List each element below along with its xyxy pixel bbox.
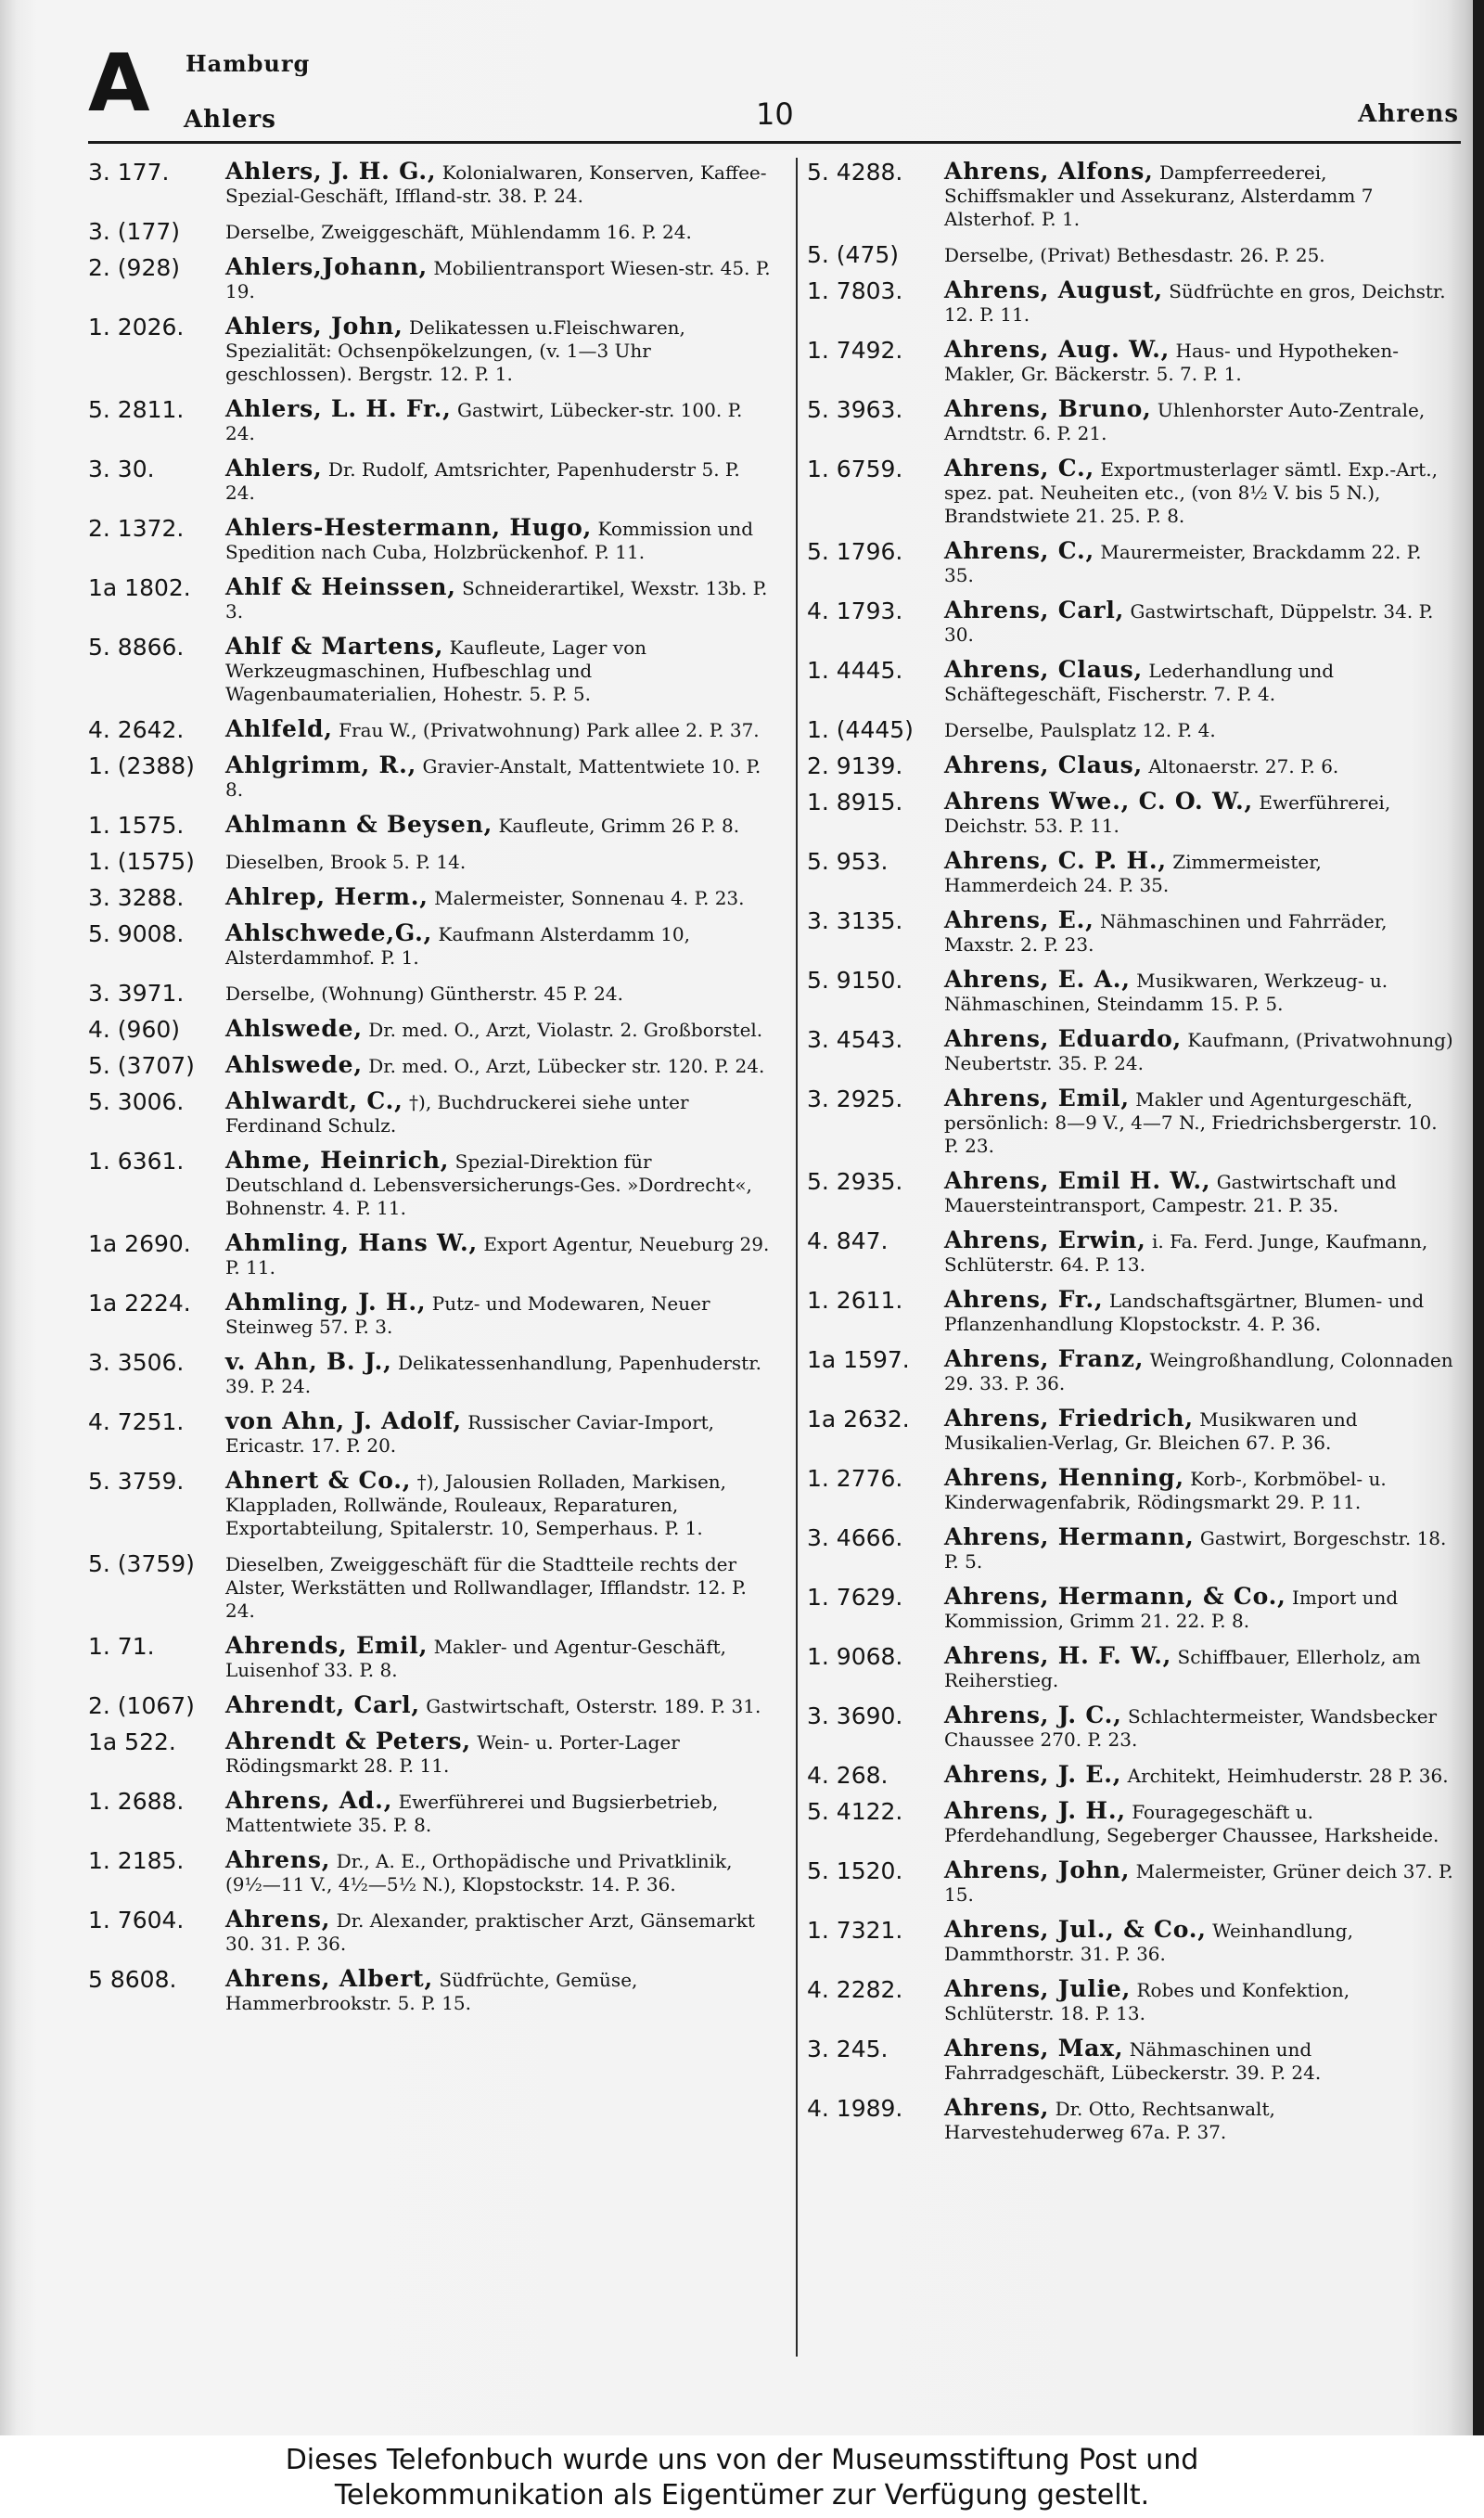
subscriber-details: Delikatessen u.Fleischwaren, Spezialität: Ochsenpökelzungen, (v. 1—3 Uhr geschlossen). Bergstr. 12. P. 1. — [225, 316, 685, 385]
phone-number: 5. (475) — [807, 241, 900, 268]
phone-number: 1. 2688. — [88, 1788, 185, 1815]
subscriber-details: i. Fa. Ferd. Junge, Kaufmann, Schlüterstr. 64. P. 13. — [944, 1230, 1428, 1276]
subscriber-name: Ahlers,Johann, — [225, 253, 429, 280]
subscriber-name: Ahrens, Emil H. W., — [944, 1167, 1211, 1194]
footer-line-2: Telekommunikation als Eigentümer zur Verfügung gestellt. — [334, 2479, 1150, 2512]
directory-entry — [807, 1918, 1456, 1966]
subscriber-details: Altonaerstr. 27. P. 6. — [1148, 755, 1339, 777]
subscriber-details: Schiffbauer, Ellerholz, am Reiherstieg. — [944, 1646, 1421, 1691]
phone-number: 3. 177. — [88, 159, 170, 186]
phone-number: 5. 4288. — [807, 159, 903, 186]
subscriber-name: Ahrens, Friedrich, — [944, 1405, 1194, 1432]
directory-entry — [807, 1466, 1456, 1514]
subscriber-name: Ahrens, Claus, — [944, 656, 1144, 683]
subscriber-name: Ahlers, John, — [225, 313, 403, 340]
subscriber-details: Nähmaschinen und Fahrräder, Maxstr. 2. P. 23. — [944, 910, 1388, 956]
subscriber-name: Ahlers, J. H. G., — [225, 158, 437, 185]
subscriber-name: Ahrens, Henning, — [944, 1464, 1184, 1491]
directory-entry — [807, 908, 1456, 957]
subscriber-details: Mobilientransport Wiesen-str. 45. P. 19. — [225, 257, 771, 302]
phone-number: 5. (3707) — [88, 1052, 195, 1079]
subscriber-details: Wein- u. Porter-Lager Rödingsmarkt 28. P. 11. — [225, 1731, 680, 1777]
subscriber-details: Nähmaschinen und Fahrradgeschäft, Lübeckerstr. 39. P. 24. — [944, 2038, 1322, 2084]
subscriber-name: Ahrens, Franz, — [944, 1345, 1145, 1372]
directory-entry — [807, 278, 1456, 327]
subscriber-details: Südfrüchte en gros, Deichstr. 12. P. 11. — [944, 280, 1446, 326]
phone-number: 1. 7604. — [88, 1907, 185, 1933]
subscriber-name: Ahlswede, — [225, 1051, 363, 1078]
subscriber-details: Gastwirtschaft, Düppelstr. 34. P. 30. — [944, 600, 1434, 646]
subscriber-details: Kaufleute, Lager von Werkzeugmaschinen, Hufbeschlag und Wagenbaumaterialien, Hohestr. 5. P. 5. — [225, 636, 646, 705]
phone-number: 5. 3006. — [88, 1088, 185, 1115]
phone-number: 5. 9008. — [88, 920, 185, 947]
phone-number: 3. 245. — [807, 2036, 889, 2062]
subscriber-details: Russischer Caviar-Import, Ericastr. 17. P. 20. — [225, 1411, 715, 1457]
subscriber-name: Ahrens, C., — [944, 455, 1094, 482]
subscriber-details: Gravier-Anstalt, Mattentwiete 10. P. 8. — [225, 755, 761, 801]
directory-entry — [88, 1291, 774, 1339]
phone-number: 2. (1067) — [88, 1692, 195, 1719]
subscriber-name: Ahrens, — [225, 1846, 331, 1873]
subscriber-details: Kommission und Spedition nach Cuba, Holzbrückenhof. P. 11. — [225, 518, 753, 563]
directory-entry — [807, 2036, 1456, 2085]
phone-number: 5. 1796. — [807, 538, 903, 565]
subscriber-name: Ahlf & Martens, — [225, 633, 444, 660]
phone-number: 1. (4445) — [807, 716, 914, 743]
right-column — [807, 160, 1456, 2155]
directory-entry — [807, 717, 1456, 742]
directory-entry — [88, 219, 774, 244]
subscriber-details: Malermeister, Grüner deich 37. P. 15. — [944, 1860, 1453, 1906]
subscriber-details: Landschaftsgärtner, Blumen- und Pflanzenhandlung Klopstockstr. 4. P. 36. — [944, 1290, 1425, 1335]
subscriber-name: v. Ahn, B. J., — [225, 1348, 392, 1375]
footer-notice — [0, 2435, 1484, 2518]
city-name: Hamburg — [186, 50, 311, 77]
directory-entry — [88, 397, 774, 445]
phone-number: 1. 6361. — [88, 1148, 185, 1175]
subscriber-details: Südfrüchte, Gemüse, Hammerbrookstr. 5. P. 15. — [225, 1969, 638, 2014]
subscriber-name: Ahrendt & Peters, — [225, 1728, 471, 1754]
phone-number: 1. 1575. — [88, 812, 185, 839]
section-letter: A — [88, 37, 150, 130]
directory-entry — [88, 1634, 774, 1682]
directory-entry — [807, 1525, 1456, 1574]
phone-number: 4. (960) — [88, 1016, 181, 1043]
directory-entry — [807, 338, 1456, 386]
subscriber-name: Ahlschwede,G., — [225, 919, 433, 946]
subscriber-name: Ahmling, J. H., — [225, 1289, 427, 1316]
subscriber-details: Dr. Rudolf, Amtsrichter, Papenhuderstr 5. P. 24. — [225, 458, 740, 504]
directory-entry — [807, 1228, 1456, 1277]
directory-entry — [88, 753, 774, 802]
phone-number: 1. 2611. — [807, 1287, 903, 1314]
range-end-name: Ahrens — [1358, 100, 1459, 128]
directory-entry — [807, 849, 1456, 897]
directory-entry — [807, 1169, 1456, 1217]
subscriber-name: Ahlswede, — [225, 1015, 363, 1042]
directory-entry — [807, 242, 1456, 267]
phone-number: 5. 2811. — [88, 396, 185, 423]
subscriber-details: Malermeister, Sonnenau 4. P. 23. — [434, 887, 745, 909]
directory-entry — [88, 1231, 774, 1279]
phone-number: 3. 4666. — [807, 1524, 903, 1551]
directory-entry — [807, 968, 1456, 1016]
subscriber-name: von Ahn, J. Adolf, — [225, 1407, 462, 1434]
subscriber-name: Ahlers-Hestermann, Hugo, — [225, 514, 593, 541]
directory-entry — [88, 635, 774, 706]
subscriber-name: Ahrens, August, — [944, 276, 1163, 303]
phone-number: 5. 8866. — [88, 634, 185, 661]
subscriber-details: Derselbe, Zweiggeschäft, Mühlendamm 16. P. 24. — [225, 221, 692, 243]
phone-number: 5. 3759. — [88, 1468, 185, 1495]
directory-entry — [807, 1585, 1456, 1633]
directory-entry — [88, 1089, 774, 1137]
subscriber-details: Dr. Otto, Rechtsanwalt, Harvestehuderweg 67a. P. 37. — [944, 2098, 1275, 2143]
subscriber-name: Ahlfeld, — [225, 715, 333, 742]
directory-entry — [807, 2096, 1456, 2144]
phone-number: 1. (2388) — [88, 752, 195, 779]
phone-number: 1a 522. — [88, 1728, 176, 1755]
range-start-name: Ahlers — [184, 106, 276, 134]
phone-number: 3. 4543. — [807, 1026, 903, 1053]
subscriber-details: Makler und Agenturgeschäft, persönlich: 8—9 V., 4—7 N., Friedrichsbergerstr. 10. P. 23. — [944, 1088, 1438, 1157]
subscriber-name: Ahrens, Emil, — [944, 1085, 1130, 1111]
subscriber-details: †), Buchdruckerei siehe unter Ferdinand Schulz. — [225, 1091, 689, 1137]
subscriber-name: Ahrens, Alfons, — [944, 158, 1154, 185]
directory-entry — [88, 717, 774, 742]
directory-entry — [807, 1347, 1456, 1395]
subscriber-details: Dr. med. O., Arzt, Lübecker str. 120. P. 24. — [368, 1055, 765, 1077]
directory-entry — [88, 575, 774, 623]
phone-number: 5. 4122. — [807, 1798, 903, 1825]
phone-number: 2. 1372. — [88, 515, 185, 542]
footer-line-1: Dieses Telefonbuch wurde uns von der Museumsstiftung Post und — [285, 2444, 1199, 2476]
subscriber-name: Ahme, Heinrich, — [225, 1147, 450, 1174]
directory-entry — [88, 1017, 774, 1042]
phone-number: 1. 9068. — [807, 1643, 903, 1670]
subscriber-details: Derselbe, (Wohnung) Güntherstr. 45 P. 24. — [225, 983, 623, 1005]
phone-number: 2. (928) — [88, 254, 181, 281]
subscriber-name: Ahrens, C., — [944, 537, 1094, 564]
subscriber-details: Dieselben, Zweiggeschäft für die Stadtteile rechts der Alster, Werkstätten und Rollwandlager, Ifflandstr. 12. P. 24. — [225, 1553, 747, 1622]
phone-number: 1. 7803. — [807, 277, 903, 304]
phone-number: 1. 8915. — [807, 789, 903, 816]
subscriber-name: Ahrens, Jul., & Co., — [944, 1916, 1207, 1943]
subscriber-details: Haus- und Hypotheken-Makler, Gr. Bäckerstr. 5. 7. P. 1. — [944, 340, 1400, 385]
subscriber-details: Gastwirtschaft und Mauersteintransport, Campestr. 21. P. 35. — [944, 1171, 1397, 1216]
directory-entry — [807, 753, 1456, 778]
phone-number: 1. 2185. — [88, 1847, 185, 1874]
subscriber-name: Ahlers, — [225, 455, 323, 482]
column-divider — [796, 158, 798, 2357]
phone-number: 1. (1575) — [88, 848, 195, 875]
subscriber-details: Zimmermeister, Hammerdeich 24. P. 35. — [944, 851, 1322, 896]
subscriber-name: Ahrens, J. E., — [944, 1761, 1122, 1788]
directory-entry — [807, 1407, 1456, 1455]
directory-entry — [807, 456, 1456, 528]
subscriber-details: Musikwaren, Werkzeug- u. Nähmaschinen, Steindamm 15. P. 5. — [944, 970, 1388, 1015]
subscriber-name: Ahrens, — [944, 2094, 1050, 2121]
subscriber-details: Exportmusterlager sämtl. Exp.-Art., spez. pat. Neuheiten etc., (von 8½ V. bis 5 N.), Brandstwiete 21. 25. P. 8. — [944, 458, 1438, 527]
subscriber-name: Ahnert & Co., — [225, 1467, 412, 1494]
subscriber-name: Ahrens, E., — [944, 906, 1094, 933]
phone-number: 3. 3135. — [807, 907, 903, 934]
directory-entry — [807, 397, 1456, 445]
directory-entry — [88, 1967, 774, 2015]
directory-entry — [88, 921, 774, 970]
directory-entry — [807, 1799, 1456, 1847]
subscriber-details: Ewerführerei, Deichstr. 53. P. 11. — [944, 791, 1391, 837]
subscriber-details: Korb-, Korbmöbel- u. Kinderwagenfabrik, Rödingsmarkt 29. P. 11. — [944, 1468, 1387, 1513]
page-header — [88, 37, 1459, 148]
phone-number: 1a 2690. — [88, 1230, 191, 1257]
phone-number: 3. 3288. — [88, 884, 185, 911]
phone-number: 1. 7492. — [807, 337, 903, 364]
phone-number: 1. 2776. — [807, 1465, 903, 1492]
subscriber-details: †), Jalousien Rolladen, Markisen, Klappladen, Rollwände, Rouleaux, Reparaturen, Exportabteilung, Spitalerstr. 10, Semperhaus. P. 1. — [225, 1471, 727, 1539]
phone-number: 4. 268. — [807, 1762, 889, 1789]
phone-number: 4. 1989. — [807, 2095, 903, 2122]
directory-entry — [807, 539, 1456, 587]
subscriber-details: Dr. med. O., Arzt, Violastr. 2. Großborstel. — [368, 1019, 763, 1041]
subscriber-details: Ewerführerei und Bugsierbetrieb, Mattentwiete 35. P. 8. — [225, 1791, 719, 1836]
subscriber-name: Ahrens, C. P. H., — [944, 847, 1167, 874]
subscriber-name: Ahrens, H. F. W., — [944, 1642, 1172, 1669]
directory-entry — [88, 981, 774, 1006]
subscriber-details: Architekt, Heimhuderstr. 28 P. 36. — [1127, 1765, 1449, 1787]
directory-entry — [88, 160, 774, 208]
phone-number: 4. 2642. — [88, 716, 185, 743]
subscriber-name: Ahrens, Erwin, — [944, 1227, 1146, 1253]
subscriber-details: Import und Kommission, Grimm 21. 22. P. 8. — [944, 1587, 1399, 1632]
subscriber-name: Ahlgrimm, R., — [225, 752, 417, 778]
subscriber-details: Export Agentur, Neueburg 29. P. 11. — [225, 1233, 770, 1278]
subscriber-details: Fouragegeschäft u. Pferdehandlung, Segeberger Chaussee, Harksheide. — [944, 1801, 1439, 1846]
directory-entry — [807, 1763, 1456, 1788]
directory-entry — [807, 658, 1456, 706]
subscriber-details: Musikwaren und Musikalien-Verlag, Gr. Bleichen 67. P. 36. — [944, 1408, 1358, 1454]
subscriber-name: Ahrens, — [225, 1906, 331, 1933]
subscriber-details: Weinhandlung, Dammthorstr. 31. P. 36. — [944, 1920, 1353, 1965]
subscriber-details: Schneiderartikel, Wexstr. 13b. P. 3. — [225, 577, 768, 623]
directory-entry — [88, 1729, 774, 1778]
phone-number: 1. 7629. — [807, 1584, 903, 1611]
directory-entry — [807, 1086, 1456, 1158]
directory-entry — [807, 160, 1456, 231]
subscriber-details: Lederhandlung und Schäftegeschäft, Fischerstr. 7. P. 4. — [944, 660, 1335, 705]
phone-number: 4. 7251. — [88, 1408, 185, 1435]
subscriber-name: Ahrens, Hermann, & Co., — [944, 1583, 1286, 1610]
directory-entry — [88, 849, 774, 874]
subscriber-name: Ahlf & Heinssen, — [225, 573, 456, 600]
subscriber-details: Delikatessenhandlung, Papenhuderstr. 39. P. 24. — [225, 1352, 761, 1397]
phone-number: 3. 3690. — [807, 1702, 903, 1729]
page-edge-shadow — [1473, 0, 1484, 2435]
directory-entry — [88, 516, 774, 564]
phone-number: 1a 2224. — [88, 1290, 191, 1317]
page-number: 10 — [756, 96, 794, 132]
subscriber-name: Ahlers, L. H. Fr., — [225, 395, 452, 422]
directory-entry — [88, 1908, 774, 1956]
subscriber-details: Frau W., (Privatwohnung) Park allee 2. P. 37. — [339, 719, 760, 741]
subscriber-details: Weingroßhandlung, Colonnaden 29. 33. P. 36. — [944, 1349, 1453, 1394]
directory-entry — [807, 1858, 1456, 1907]
phone-number: 5. 2935. — [807, 1168, 903, 1195]
subscriber-details: Gastwirt, Lübecker-str. 100. P. 24. — [225, 399, 743, 444]
directory-entry — [807, 598, 1456, 647]
directory-entry — [88, 1350, 774, 1398]
directory-entry — [88, 255, 774, 303]
directory-entry — [88, 885, 774, 910]
directory-entry — [88, 813, 774, 838]
phone-number: 4. 1793. — [807, 597, 903, 624]
directory-entry — [88, 1551, 774, 1623]
phone-number: 3. (177) — [88, 218, 181, 245]
subscriber-details: Spezial-Direktion für Deutschland d. Lebensversicherungs-Ges. »Dordrecht«, Bohnenstr. 4. P. 11. — [225, 1150, 752, 1219]
phone-number: 1. 2026. — [88, 314, 185, 340]
directory-entry — [88, 456, 774, 505]
subscriber-name: Ahrens, E. A., — [944, 966, 1131, 993]
phone-number: 3. 3971. — [88, 980, 185, 1007]
phone-number: 1. 71. — [88, 1633, 155, 1660]
phone-number: 3. 30. — [88, 456, 155, 482]
subscriber-name: Ahrendt, Carl, — [225, 1691, 420, 1718]
subscriber-name: Ahlmann & Beysen, — [225, 811, 493, 838]
subscriber-details: Putz- und Modewaren, Neuer Steinweg 57. P. 3. — [225, 1292, 710, 1338]
subscriber-name: Ahrens, Hermann, — [944, 1523, 1195, 1550]
subscriber-details: Makler- und Agentur-Geschäft, Luisenhof 33. P. 8. — [225, 1636, 726, 1681]
phone-number: 5. (3759) — [88, 1550, 195, 1577]
subscriber-name: Ahrens, Claus, — [944, 752, 1144, 778]
subscriber-details: Robes und Konfektion, Schlüterstr. 18. P. 13. — [944, 1979, 1350, 2024]
subscriber-details: Gastwirtschaft, Osterstr. 189. P. 31. — [426, 1695, 761, 1717]
directory-entry — [88, 1848, 774, 1896]
phone-number: 5 8608. — [88, 1966, 177, 1993]
subscriber-details: Derselbe, Paulsplatz 12. P. 4. — [944, 719, 1216, 741]
directory-entry — [88, 1149, 774, 1220]
directory-entry — [807, 1977, 1456, 2025]
directory-entry — [807, 1288, 1456, 1336]
subscriber-name: Ahrens, J. C., — [944, 1702, 1122, 1728]
phone-number: 1a 1597. — [807, 1346, 910, 1373]
subscriber-name: Ahrens, Albert, — [225, 1965, 434, 1992]
subscriber-name: Ahrens, J. H., — [944, 1797, 1126, 1824]
phone-number: 5. 3963. — [807, 396, 903, 423]
phone-number: 5. 953. — [807, 848, 889, 875]
directory-entry — [807, 1644, 1456, 1692]
subscriber-name: Ahrens, John, — [944, 1856, 1131, 1883]
subscriber-details: Dr. Alexander, praktischer Arzt, Gänsemarkt 30. 31. P. 36. — [225, 1909, 755, 1955]
subscriber-details: Dampferreederei, Schiffsmakler und Assekuranz, Alsterdamm 7 Alsterhof. P. 1. — [944, 161, 1374, 230]
subscriber-details: Uhlenhorster Auto-Zentrale, Arndtstr. 6. P. 21. — [944, 399, 1426, 444]
directory-entry — [807, 1703, 1456, 1752]
subscriber-name: Ahlrep, Herm., — [225, 883, 429, 910]
left-column — [88, 160, 774, 2026]
subscriber-details: Derselbe, (Privat) Bethesdastr. 26. P. 25. — [944, 244, 1325, 266]
subscriber-name: Ahrens, Eduardo, — [944, 1025, 1183, 1052]
phone-number: 1a 1802. — [88, 574, 191, 601]
subscriber-name: Ahrens, Bruno, — [944, 395, 1152, 422]
subscriber-name: Ahrends, Emil, — [225, 1632, 429, 1659]
directory-entry — [88, 1053, 774, 1078]
header-rule — [88, 141, 1461, 144]
directory-entry — [807, 1027, 1456, 1075]
directory-entry — [88, 315, 774, 386]
phone-number: 1. 4445. — [807, 657, 903, 684]
subscriber-name: Ahrens, Fr., — [944, 1286, 1104, 1313]
directory-entry — [88, 1409, 774, 1458]
subscriber-details: Dieselben, Brook 5. P. 14. — [225, 851, 467, 873]
phone-number: 1a 2632. — [807, 1406, 910, 1432]
phone-number: 5. 1520. — [807, 1857, 903, 1884]
subscriber-details: Kaufleute, Grimm 26 P. 8. — [498, 815, 740, 837]
directory-entry — [88, 1693, 774, 1718]
subscriber-details: Kaufmann, (Privatwohnung) Neubertstr. 35. P. 24. — [944, 1029, 1453, 1074]
phone-number: 3. 2925. — [807, 1086, 903, 1112]
subscriber-name: Ahrens, Max, — [944, 2035, 1124, 2062]
subscriber-name: Ahlwardt, C., — [225, 1087, 403, 1114]
subscriber-name: Ahmling, Hans W., — [225, 1229, 479, 1256]
phone-number: 1. 6759. — [807, 456, 903, 482]
subscriber-details: Dr., A. E., Orthopädische und Privatklinik, (9½—11 V., 4½—5½ N.), Klopstockstr. 14. P. 36. — [225, 1850, 733, 1895]
subscriber-name: Ahrens, Carl, — [944, 597, 1125, 623]
phone-number: 3. 3506. — [88, 1349, 185, 1376]
phone-number: 2. 9139. — [807, 752, 903, 779]
directory-entry — [88, 1789, 774, 1837]
subscriber-details: Gastwirt, Borgeschstr. 18. P. 5. — [944, 1527, 1447, 1573]
subscriber-name: Ahrens, Ad., — [225, 1787, 393, 1814]
phone-number: 4. 847. — [807, 1227, 889, 1254]
phone-number: 5. 9150. — [807, 967, 903, 994]
subscriber-details: Schlachtermeister, Wandsbecker Chaussee 270. P. 23. — [944, 1705, 1438, 1751]
subscriber-name: Ahrens Wwe., C. O. W., — [944, 788, 1253, 815]
subscriber-details: Kaufmann Alsterdamm 10, Alsterdammhof. P. 1. — [225, 923, 691, 969]
subscriber-details: Kolonialwaren, Konserven, Kaffee-Spezial-Geschäft, Iffland-str. 38. P. 24. — [225, 161, 767, 207]
subscriber-name: Ahrens, Aug. W., — [944, 336, 1171, 363]
phone-number: 4. 2282. — [807, 1976, 903, 2003]
directory-entry — [88, 1469, 774, 1540]
subscriber-details: Maurermeister, Brackdamm 22. P. 35. — [944, 541, 1422, 586]
subscriber-name: Ahrens, Julie, — [944, 1975, 1132, 2002]
phone-number: 1. 7321. — [807, 1917, 903, 1944]
directory-entry — [807, 790, 1456, 838]
